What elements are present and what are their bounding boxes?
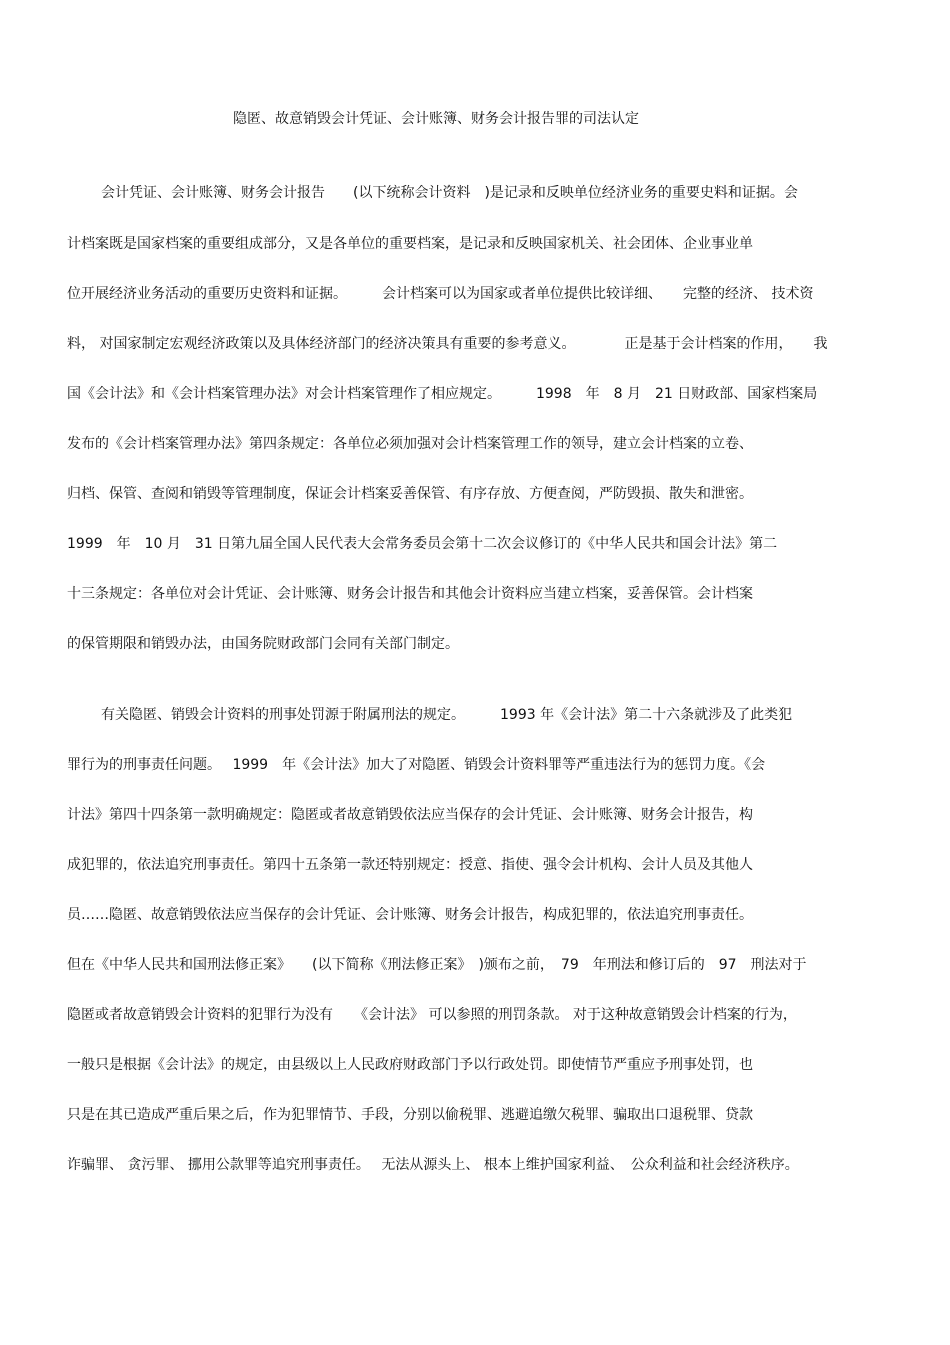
paragraph-2-line-9: 只是在其已造成严重后果之后，作为犯罪情节、手段，分别以偷税罪、逃避追缴欠税罪、骗取出口退税罪、贷款 <box>67 1107 753 1123</box>
paragraph-1-line-7: 归档、保管、查阅和销毁等管理制度，保证会计档案妥善保管、有序存放、方便查阅，严防毁损、散失和泄密。 <box>67 486 753 502</box>
paragraph-1-line-10: 的保管期限和销毁办法，由国务院财政部门会同有关部门制定。 <box>67 636 459 652</box>
paragraph-1-line-4: 料， 对国家制定宏观经济政策以及具体经济部门的经济决策具有重要的参考意义。 正是基于会计档案的作用， 我 <box>67 336 828 352</box>
paragraph-2-line-1: 有关隐匿、销毁会计资料的刑事处罚源于附属刑法的规定。 1993 年《会计法》第二十六条就涉及了此类犯 <box>101 707 793 723</box>
paragraph-1-line-9: 十三条规定：各单位对会计凭证、会计账簿、财务会计报告和其他会计资料应当建立档案，妥善保管。会计档案 <box>67 586 753 602</box>
paragraph-2-line-8: 一般只是根据《会计法》的规定，由县级以上人民政府财政部门予以行政处罚。即使情节严重应予刑事处罚，也 <box>67 1057 753 1073</box>
paragraph-1-line-3: 位开展经济业务活动的重要历史资料和证据。 会计档案可以为国家或者单位提供比较详细、 完整的经济、 技术资 <box>67 286 814 302</box>
document-title: 隐匿、故意销毁会计凭证、会计账簿、财务会计报告罪的司法认定 <box>233 111 639 127</box>
paragraph-2-line-7: 隐匿或者故意销毁会计资料的犯罪行为没有 《会计法》 可以参照的刑罚条款。 对于这种故意销毁会计档案的行为， <box>67 1007 797 1023</box>
paragraph-1-line-1: 会计凭证、会计账簿、财务会计报告 (以下统称会计资料 )是记录和反映单位经济业务的重要史料和证据。会 <box>101 185 798 201</box>
paragraph-2-line-10: 诈骗罪、 贪污罪、 挪用公款罪等追究刑事责任。 无法从源头上、 根本上维护国家利益、 公众利益和社会经济秩序。 <box>67 1157 799 1173</box>
paragraph-2-line-5: 员……隐匿、故意销毁依法应当保存的会计凭证、会计账簿、财务会计报告，构成犯罪的，依法追究刑事责任。 <box>67 907 753 923</box>
paragraph-2-line-4: 成犯罪的，依法追究刑事责任。第四十五条第一款还特别规定：授意、指使、强令会计机构、会计人员及其他人 <box>67 857 753 873</box>
paragraph-1-line-2: 计档案既是国家档案的重要组成部分，又是各单位的重要档案，是记录和反映国家机关、社会团体、企业事业单 <box>67 236 753 252</box>
paragraph-2-line-6: 但在《中华人民共和国刑法修正案》 (以下简称《刑法修正案》 )颁布之前， 79 年刑法和修订后的 97 刑法对于 <box>67 957 807 973</box>
paragraph-1-line-8: 1999 年 10 月 31 日第九届全国人民代表大会常务委员会第十二次会议修订的《中华人民共和国会计法》第二 <box>67 536 778 552</box>
paragraph-1-line-6: 发布的《会计档案管理办法》第四条规定：各单位必须加强对会计档案管理工作的领导，建立会计档案的立卷、 <box>67 436 753 452</box>
paragraph-2-line-3: 计法》第四十四条第一款明确规定：隐匿或者故意销毁依法应当保存的会计凭证、会计账簿、财务会计报告，构 <box>67 807 753 823</box>
paragraph-2-line-2: 罪行为的刑事责任问题。 1999 年《会计法》加大了对隐匿、销毁会计资料罪等严重违法行为的惩罚力度。《会 <box>67 757 766 773</box>
paragraph-1-line-5: 国《会计法》和《会计档案管理办法》对会计档案管理作了相应规定。 1998 年 8 月 21 日财政部、国家档案局 <box>67 386 818 402</box>
